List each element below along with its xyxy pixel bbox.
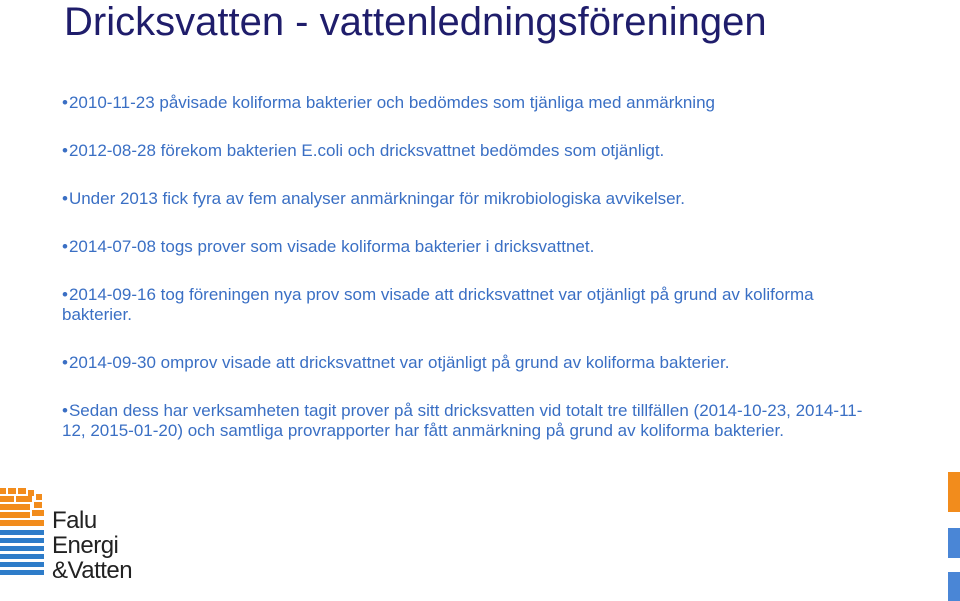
page-title: Dricksvatten - vattenledningsföreningen (64, 0, 767, 44)
bullet-text: Under 2013 fick fyra av fem analyser anmärkningar för mikrobiologiska avvikelser. (68, 189, 685, 208)
bullet-text: 2014-09-16 tog föreningen nya prov som visade att dricksvattnet var otjänligt på grund av koliforma bakterier. (62, 285, 814, 324)
logo-line: Falu (52, 507, 97, 534)
bullet-dot: • (62, 285, 68, 304)
bullet-item (62, 141, 872, 161)
deco-blue-block (948, 528, 960, 558)
bullet-item (62, 401, 872, 441)
logo-line: &Vatten (52, 557, 133, 584)
logo-line: Energi (52, 532, 119, 559)
bullet-dot: • (62, 189, 68, 208)
bullet-dot: • (62, 93, 68, 112)
waves-icon (0, 530, 44, 575)
bullet-item (62, 93, 872, 113)
deco-blue-block (948, 572, 960, 601)
corner-decoration-icon (940, 472, 960, 601)
bullet-item (62, 285, 872, 325)
bullet-dot: • (62, 141, 68, 160)
bullet-text: 2010-11-23 påvisade koliforma bakterier och bedömdes som tjänliga med anmärkning (68, 93, 715, 112)
sun-icon (0, 488, 44, 526)
bullet-dot: • (62, 353, 68, 372)
bullet-text: Sedan dess har verksamheten tagit prover på sitt dricksvatten vid totalt tre tillfällen (2014-10-23, 2014-11-12, 2015-01-20) och samtliga provrapporter har fått anmärkning på grund av koliforma bakterier. (62, 401, 863, 440)
bullet-dot: • (62, 237, 68, 256)
bullet-text: 2014-07-08 togs prover som visade koliforma bakterier i dricksvattnet. (68, 237, 595, 256)
bullet-item (62, 237, 872, 257)
bullet-text: 2012-08-28 förekom bakterien E.coli och dricksvattnet bedömdes som otjänligt. (68, 141, 665, 160)
bullet-dot: • (62, 401, 68, 420)
deco-orange-block (948, 472, 960, 512)
bullet-item (62, 353, 872, 373)
logo-text (52, 508, 132, 583)
bullet-item (62, 189, 872, 209)
bullet-text: 2014-09-30 omprov visade att dricksvattnet var otjänligt på grund av koliforma bakterier. (68, 353, 730, 372)
